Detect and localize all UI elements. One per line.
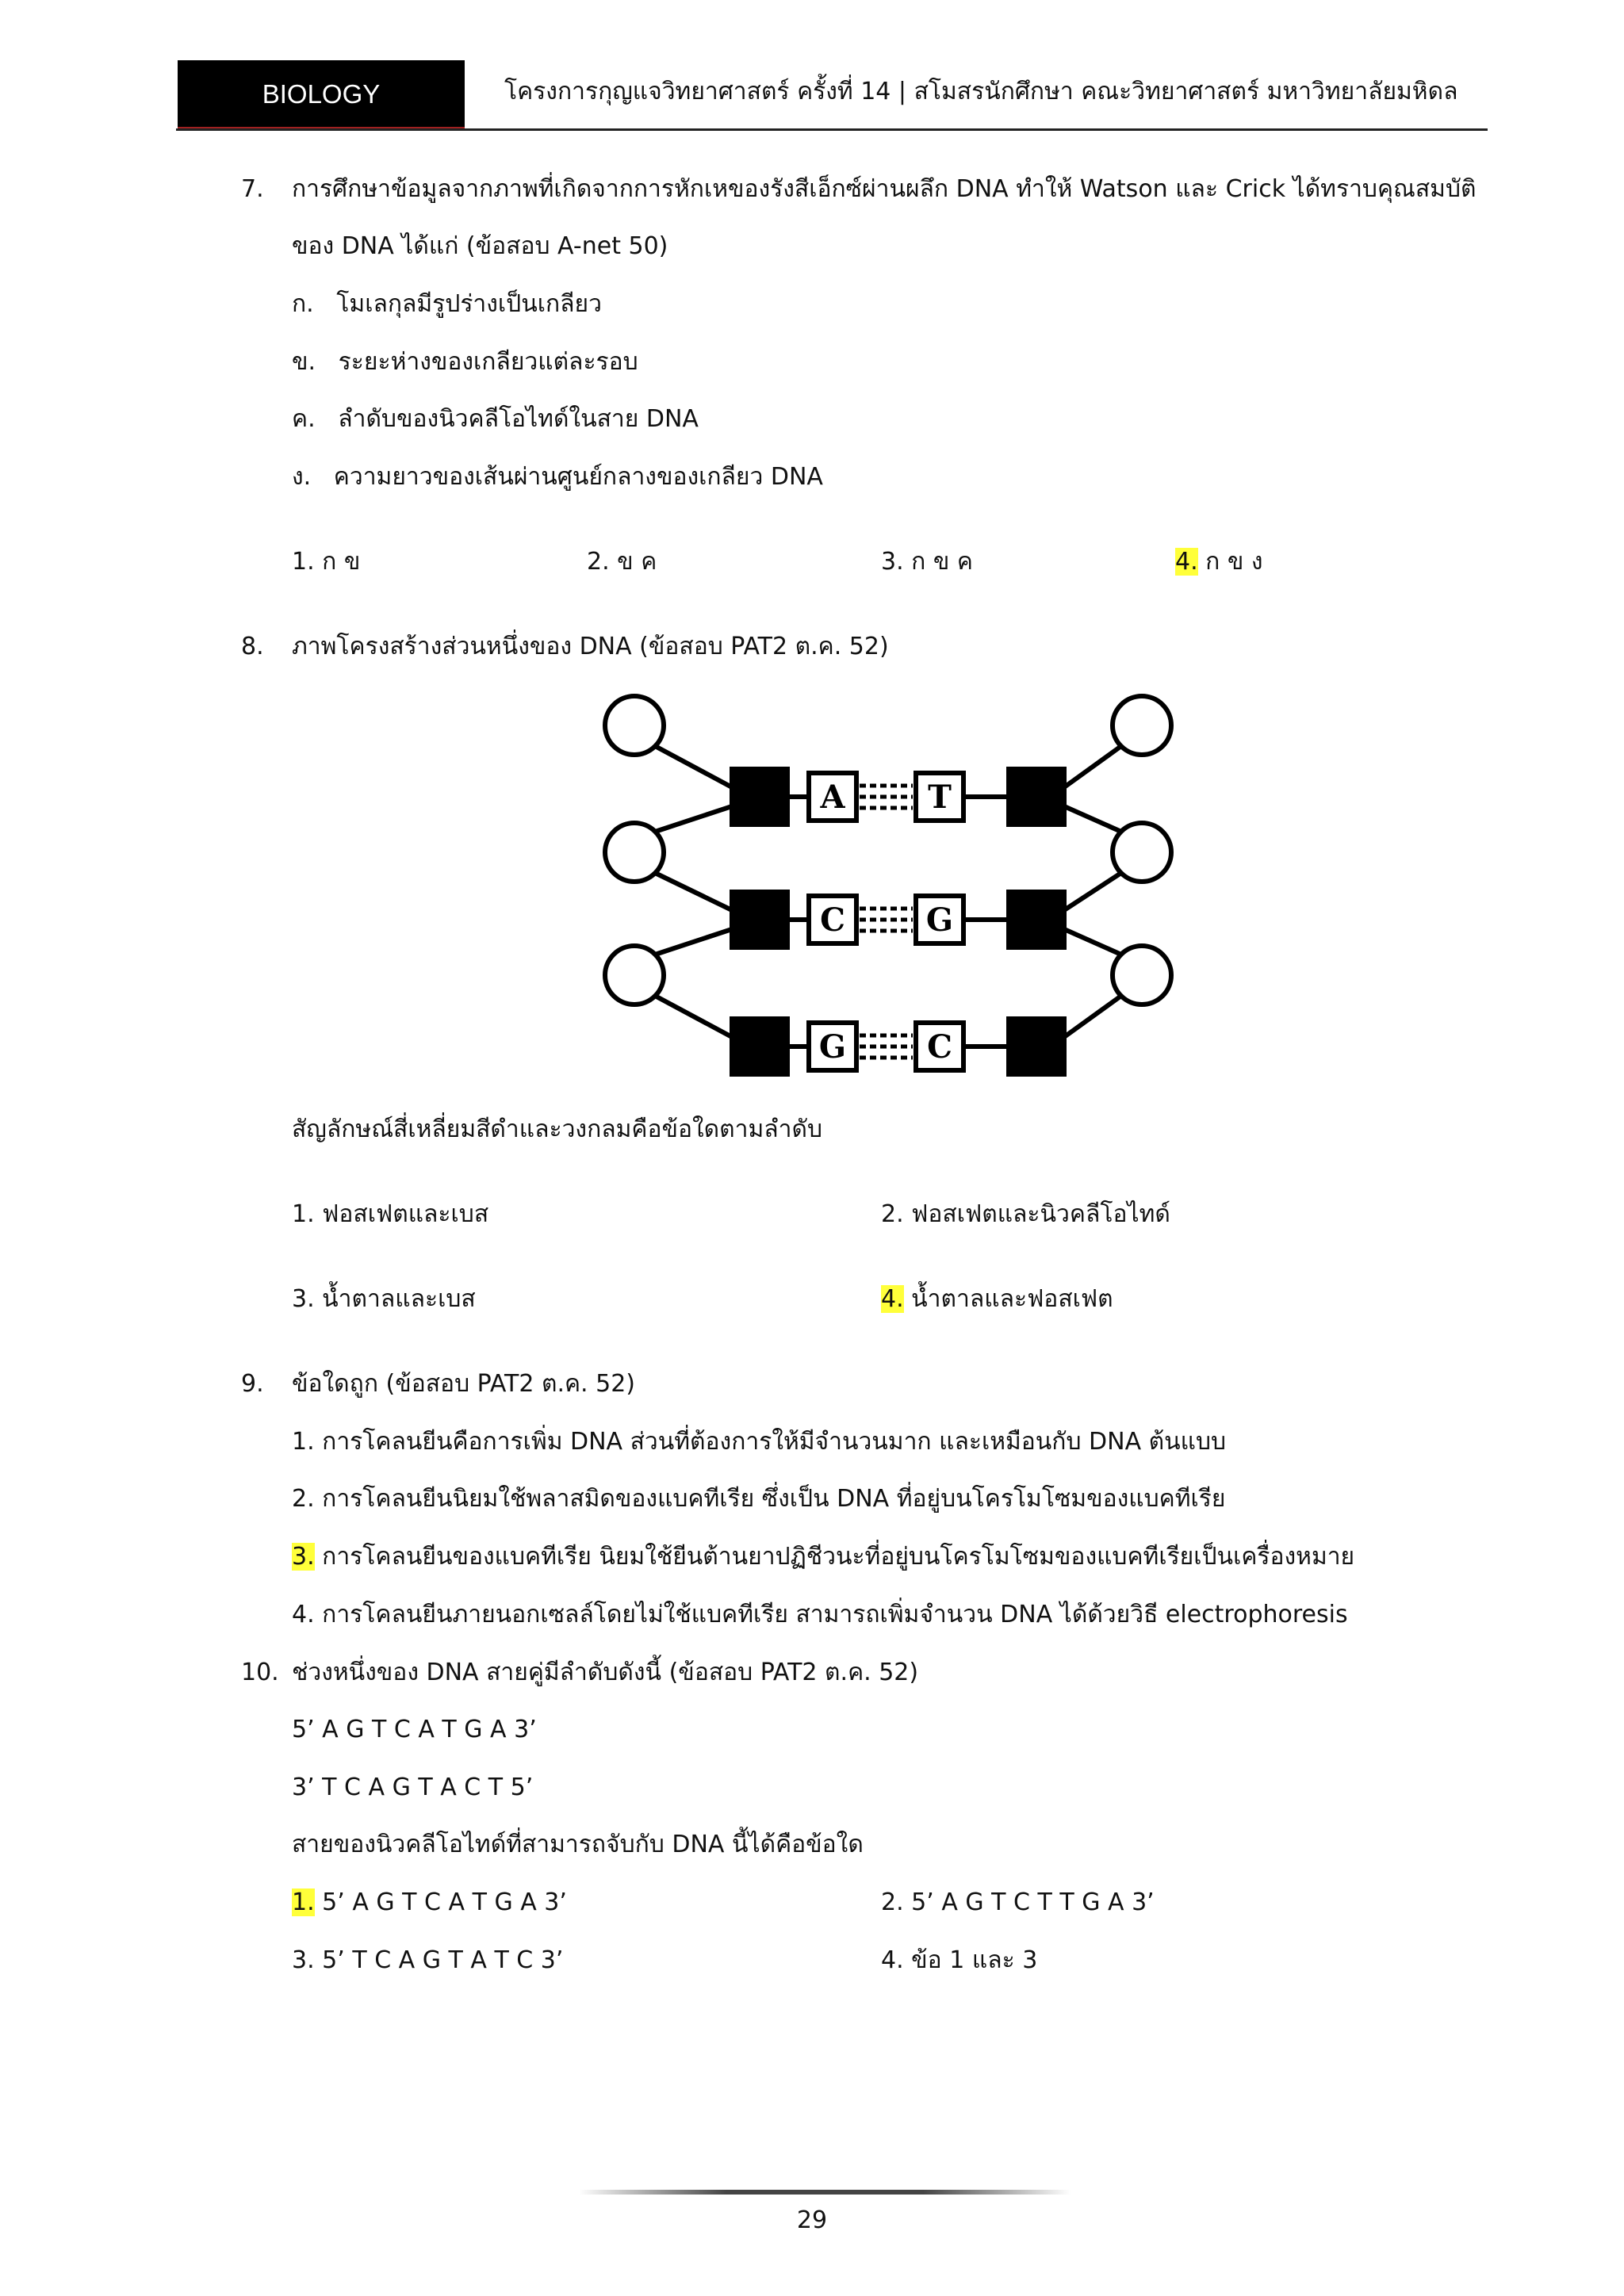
sugar-square <box>1009 769 1064 825</box>
question-number: 9. <box>241 1370 264 1398</box>
phosphate-circle <box>1113 823 1171 882</box>
question-text: การศึกษาข้อมูลจากภาพที่เกิดจากการหักเหของรังสีเอ็กซ์ผ่านผลึก DNA ทำให้ Watson และ Crick ได้ทราบคุณสมบัติ <box>292 175 1477 203</box>
answer-choice[interactable]: 2. การโคลนยีนนิยมใช้พลาสมิดของแบคทีเรีย ซึ่งเป็น DNA ที่อยู่บนโครโมโซมของแบคทีเรีย <box>292 1485 1226 1513</box>
phosphate-circle <box>605 946 664 1004</box>
answer-choice[interactable]: 1. ก ข <box>292 548 361 576</box>
sugar-square <box>1009 1019 1064 1074</box>
header-title: โครงการกุญแจวิทยาศาสตร์ ครั้งที่ 14 | สโมสรนักศึกษา คณะวิทยาศาสตร์ มหาวิทยาลัยมหิดล <box>504 78 1458 105</box>
dna-sequence: 5’ A G T C A T G A 3’ <box>292 1716 537 1743</box>
answer-highlight: 4. <box>881 1285 904 1313</box>
answer-choice[interactable]: 4. การโคลนยีนภายนอกเซลล์โดยไม่ใช้แบคทีเรีย สามารถเพิ่มจำนวน DNA ได้ด้วยวิธี electrophoresis <box>292 1601 1348 1628</box>
sugar-square <box>1009 892 1064 947</box>
backbone-line <box>1064 746 1121 787</box>
question-text: สัญลักษณ์สี่เหลี่ยมสีดำและวงกลมคือข้อใดตามลำดับ <box>292 1115 822 1143</box>
answer-choice-correct[interactable]: 3. การโคลนยีนของแบคทีเรีย นิยมใช้ยีนต้านยาปฏิชีวนะที่อยู่บนโครโมโซมของแบคทีเรียเป็นเครื่องหมาย <box>292 1543 1355 1571</box>
phosphate-circle <box>1113 946 1171 1004</box>
answer-choice-correct[interactable]: 4. ก ข ง <box>1175 548 1263 576</box>
sugar-square <box>732 1019 787 1074</box>
header-rule <box>176 128 1488 131</box>
backbone-line <box>1064 806 1121 832</box>
statement-item: ก. โมเลกุลมีรูปร่างเป็นเกลียว <box>292 290 602 318</box>
answer-choice[interactable]: 3. 5’ T C A G T A T C 3’ <box>292 1946 564 1974</box>
answer-highlight: 4. <box>1175 548 1198 576</box>
backbone-line <box>655 873 732 910</box>
base-label: T <box>928 779 952 816</box>
question-text: ข้อใดถูก (ข้อสอบ PAT2 ต.ค. 52) <box>292 1370 636 1398</box>
dna-structure-diagram <box>587 686 1189 1098</box>
statement-item: ค. ลำดับของนิวคลีโอไทด์ในสาย DNA <box>292 405 699 433</box>
page-number: 29 <box>796 2206 828 2234</box>
dna-sequence: 3’ T C A G T A C T 5’ <box>292 1774 534 1801</box>
sugar-square <box>732 892 787 947</box>
answer-choice[interactable]: 4. ข้อ 1 และ 3 <box>881 1946 1038 1974</box>
backbone-line <box>655 929 732 955</box>
phosphate-circle <box>605 696 664 755</box>
answer-choice-correct[interactable]: 1. 5’ A G T C A T G A 3’ <box>292 1888 567 1916</box>
question-text: ช่วงหนึ่งของ DNA สายคู่มีลำดับดังนี้ (ข้อสอบ PAT2 ต.ค. 52) <box>292 1659 919 1686</box>
answer-highlight: 3. <box>292 1543 315 1571</box>
base-label: C <box>820 901 845 939</box>
backbone-line <box>655 806 732 832</box>
base-label: G <box>925 901 954 939</box>
footer-rule <box>579 2190 1071 2195</box>
question-text: สายของนิวคลีโอไทด์ที่สามารถจับกับ DNA นี้ได้คือข้อใด <box>292 1831 864 1858</box>
answer-choice[interactable]: 2. ข ค <box>587 548 657 576</box>
base-label: C <box>927 1028 952 1066</box>
question-number: 7. <box>241 175 264 203</box>
answer-choice[interactable]: 2. 5’ A G T C T T G A 3’ <box>881 1888 1155 1916</box>
phosphate-circle <box>605 823 664 882</box>
question-number: 8. <box>241 633 264 660</box>
backbone-line <box>1064 996 1121 1037</box>
answer-choice[interactable]: 3. น้ำตาลและเบส <box>292 1285 476 1313</box>
question-text: ภาพโครงสร้างส่วนหนึ่งของ DNA (ข้อสอบ PAT2 ต.ค. 52) <box>292 633 889 660</box>
answer-choice[interactable]: 3. ก ข ค <box>881 548 973 576</box>
answer-choice[interactable]: 1. การโคลนยีนคือการเพิ่ม DNA ส่วนที่ต้องการให้มีจำนวนมาก และเหมือนกับ DNA ต้นแบบ <box>292 1428 1227 1456</box>
statement-item: ข. ระยะห่างของเกลียวแต่ละรอบ <box>292 348 638 376</box>
answer-highlight: 1. <box>292 1888 315 1916</box>
backbone-line <box>1064 929 1121 955</box>
base-label: A <box>820 779 845 816</box>
base-label: G <box>818 1028 847 1066</box>
question-number: 10. <box>241 1659 279 1686</box>
phosphate-circle <box>1113 696 1171 755</box>
backbone-line <box>655 996 732 1037</box>
sugar-square <box>732 769 787 825</box>
answer-choice-correct[interactable]: 4. น้ำตาลและฟอสเฟต <box>881 1285 1113 1313</box>
subject-label: BIOLOGY <box>178 60 465 128</box>
statement-item: ง. ความยาวของเส้นผ่านศูนย์กลางของเกลียว DNA <box>292 463 823 491</box>
question-text: ของ DNA ได้แก่ (ข้อสอบ A-net 50) <box>292 232 668 260</box>
backbone-line <box>1064 873 1121 910</box>
backbone-line <box>655 746 732 787</box>
answer-choice[interactable]: 1. ฟอสเฟตและเบส <box>292 1200 489 1228</box>
answer-choice[interactable]: 2. ฟอสเฟตและนิวคลีโอไทด์ <box>881 1200 1170 1228</box>
